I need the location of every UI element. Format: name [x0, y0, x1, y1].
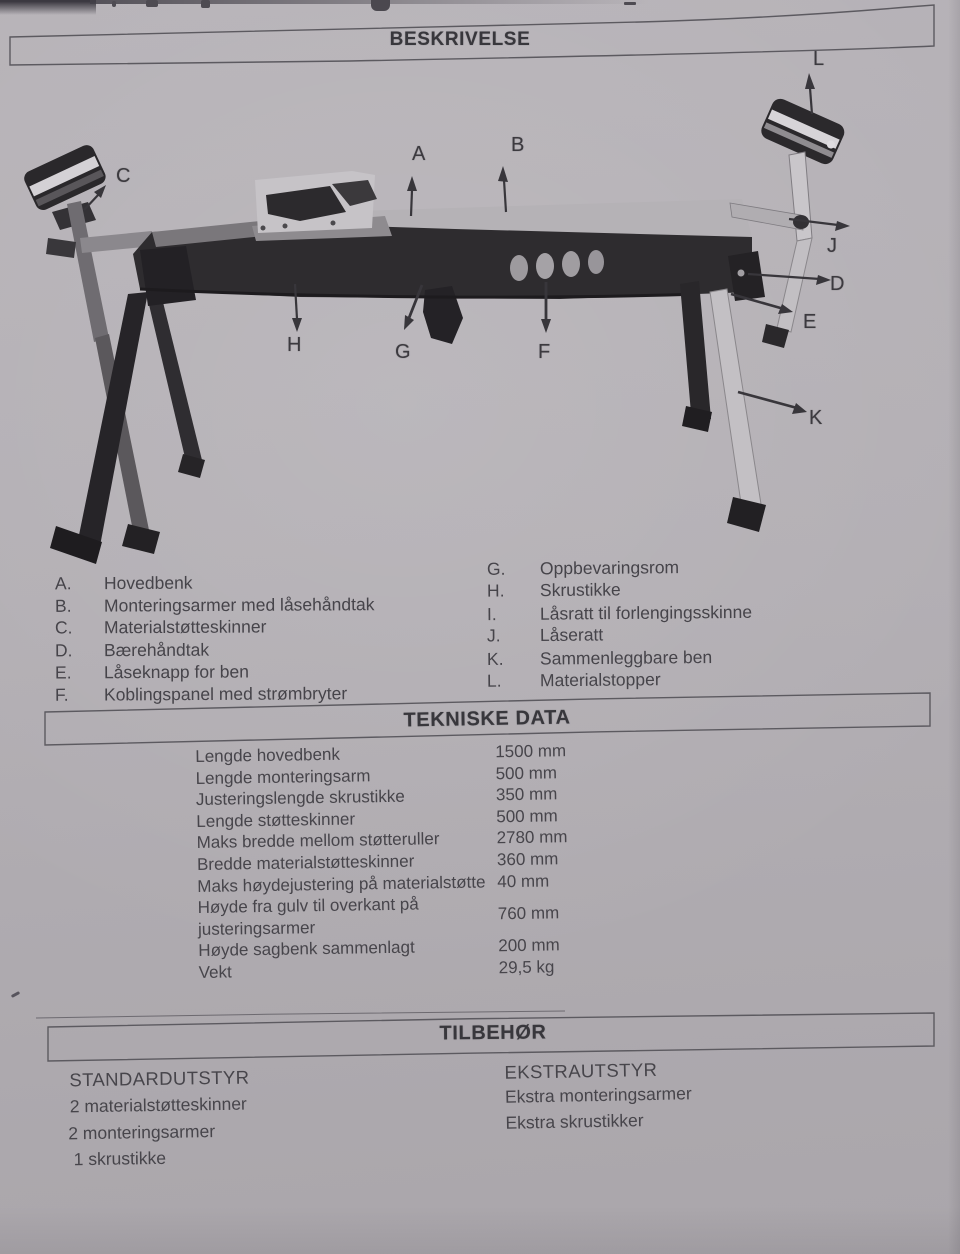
tilbehor-title: TILBEHØR [439, 1021, 547, 1045]
part-letter: G. [486, 558, 506, 579]
parts-item [55, 594, 375, 617]
extra-equipment-list [504, 1056, 692, 1136]
callout-label-d: D [830, 273, 845, 295]
part-letter: L. [486, 670, 502, 691]
spec-value: 200 mm [498, 935, 560, 956]
part-label: Sammenleggbare ben [539, 647, 713, 669]
parts-item [55, 683, 347, 706]
equipment-item: Ekstra skrustikker [505, 1109, 644, 1133]
callout-label-b: B [511, 134, 525, 156]
part-label: Bærehåndtak [103, 639, 210, 661]
parts-item [487, 579, 621, 601]
spec-label: Justeringslengde skrustikke [195, 786, 405, 810]
spec-label: Lengde støtteskinner [196, 809, 356, 831]
spec-value: 500 mm [495, 762, 558, 783]
part-label: Låsratt til forlengingsskinne [539, 601, 753, 624]
callout-label-f: F [538, 341, 551, 363]
arrow-l [805, 73, 815, 114]
parts-item [55, 573, 193, 595]
extra-equipment-heading: EKSTRAUTSTYR [504, 1058, 658, 1083]
part-letter: H. [486, 580, 505, 601]
spec-label: Lengde monteringsarm [195, 765, 371, 788]
standard-equipment-list [59, 1065, 251, 1173]
spec-label: Vekt [198, 962, 232, 982]
spec-label: Høyde sagbenk sammenlagt [198, 937, 415, 961]
part-label: Hovedbenk [103, 572, 193, 594]
equipment-item: Ekstra monteringsarmer [504, 1083, 692, 1108]
part-letter: A. [54, 573, 72, 594]
part-label: Materialstopper [539, 669, 661, 691]
spec-label: Bredde materialstøtteskinner [196, 851, 415, 874]
part-label: Skrustikke [539, 579, 621, 601]
part-label: Koblingspanel med strømbryter [103, 683, 348, 705]
spec-value: 350 mm [495, 784, 558, 805]
equipment-item: 1 skrustikke [73, 1147, 167, 1170]
parts-item [487, 647, 712, 670]
spec-label: Høyde fra gulv til overkant på justeringsarmer [197, 894, 419, 939]
page-title: BESKRIVELSE [389, 29, 531, 50]
standard-equipment-heading: STANDARDUTSTYR [69, 1066, 250, 1091]
leg-lock-button [738, 270, 745, 277]
spec-value: 40 mm [497, 871, 550, 891]
part-letter: C. [54, 617, 73, 638]
tekniske-data-title: TEKNISKE DATA [403, 706, 571, 732]
spec-label: Maks høydejustering på materialstøtte [197, 872, 486, 896]
spec-value: 500 mm [496, 806, 558, 827]
part-letter: I. [486, 604, 497, 625]
spec-label: Maks bredde mellom støtteruller [196, 829, 440, 853]
part-label: Låseknapp for ben [103, 661, 250, 683]
callout-label-j: J [827, 235, 837, 257]
callout-label-a: A [412, 143, 426, 165]
vise [252, 171, 392, 241]
spec-label: Lengde hovedbenk [195, 744, 341, 767]
spec-value: 2780 mm [496, 827, 568, 848]
parts-item [487, 602, 752, 625]
part-letter: F. [54, 684, 69, 705]
stray-line [36, 1011, 565, 1018]
right-legs [680, 281, 766, 532]
part-label: Materialstøtteskinner [103, 616, 267, 638]
workbench-diagram [22, 73, 850, 564]
spec-value: 760 mm [497, 903, 560, 924]
part-letter: D. [54, 640, 73, 661]
arrow-k [738, 392, 807, 414]
parts-item [55, 640, 209, 662]
part-letter: K. [486, 648, 504, 669]
spec-row [198, 890, 669, 941]
part-label: Låseratt [539, 624, 604, 646]
spec-value: 360 mm [496, 849, 559, 870]
part-label: Monteringsarmer med låsehåndtak [103, 594, 375, 616]
equipment-item: 2 materialstøtteskinner [69, 1093, 247, 1117]
spec-value: 1500 mm [495, 741, 567, 762]
callout-label-h: H [287, 334, 302, 356]
part-letter: J. [486, 625, 501, 646]
main-bench [133, 199, 765, 344]
arrow-b [498, 166, 508, 212]
callout-label-e: E [803, 311, 817, 333]
part-label: Oppbevaringsrom [539, 557, 680, 579]
equipment-item: 2 monteringsarmer [68, 1120, 216, 1143]
callout-label-k: K [809, 407, 823, 429]
parts-item [55, 661, 249, 683]
callout-label-l: L [813, 48, 825, 70]
spec-value: 29,5 kg [498, 957, 555, 978]
tekniske-data-table [195, 739, 669, 984]
callout-label-c: C [116, 165, 131, 187]
parts-item [487, 669, 661, 692]
parts-item [55, 616, 267, 638]
part-letter: E. [54, 662, 72, 683]
parts-item [487, 624, 603, 646]
parts-item [487, 557, 679, 580]
part-letter: B. [54, 595, 72, 616]
callout-label-g: G [395, 341, 411, 363]
